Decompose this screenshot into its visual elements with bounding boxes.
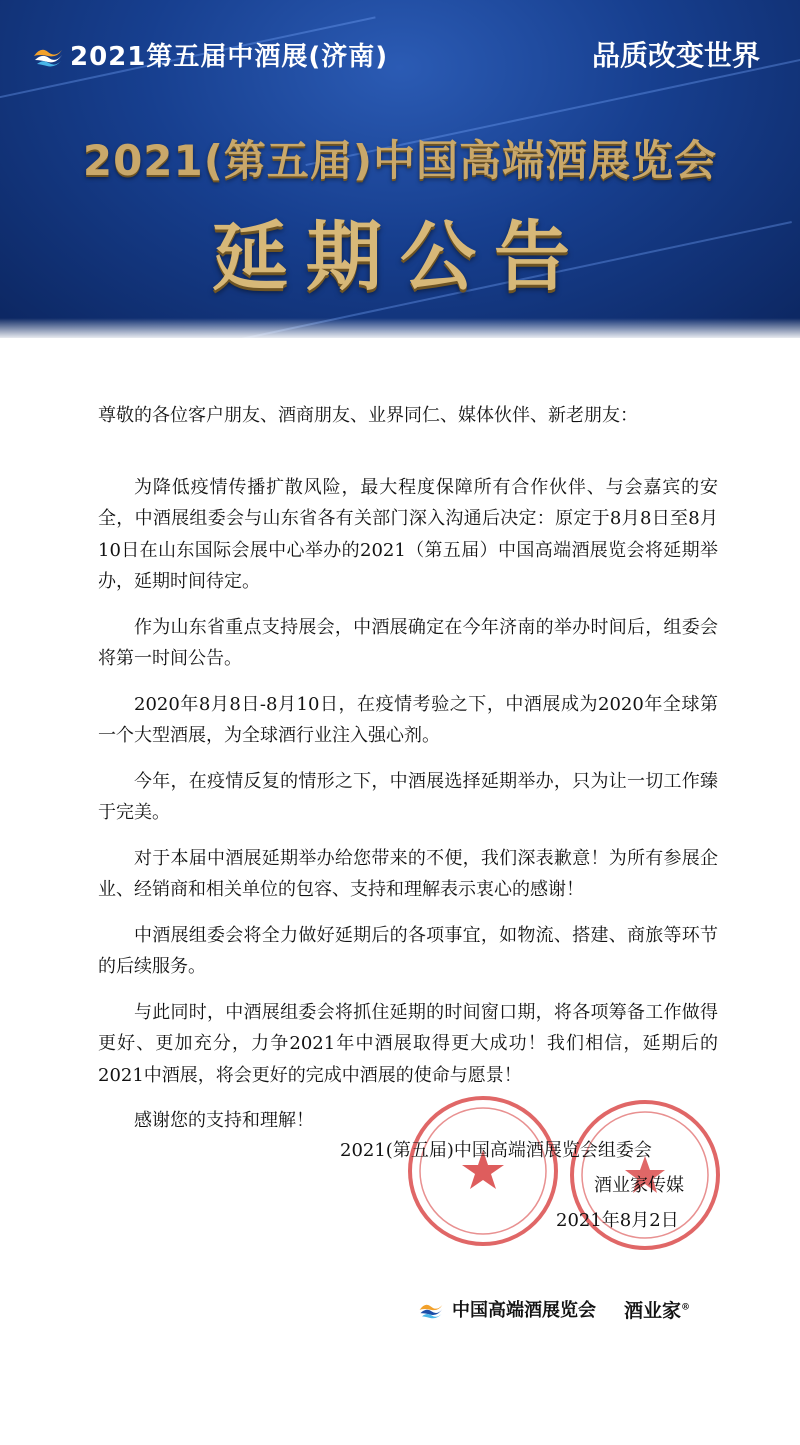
paragraph: 为降低疫情传播扩散风险，最大程度保障所有合作伙伴、与会嘉宾的安全，中酒展组委会与山东省各有关部门深入沟通后决定：原定于8月8日至8月10日在山东国际会展中心举办的2021（第五届）中国高端酒展览会将延期举办，延期时间待定。 bbox=[98, 476, 718, 592]
seal-star-icon bbox=[412, 1100, 554, 1242]
notice-letter bbox=[98, 400, 718, 1151]
paragraph: 中酒展组委会将全力做好延期后的各项事宜，如物流、搭建、商旅等环节的后续服务。 bbox=[98, 924, 718, 977]
wave-logo-icon bbox=[32, 42, 64, 68]
signature-date: 2021年8月2日 bbox=[556, 1210, 679, 1231]
greeting: 尊敬的各位客户朋友、酒商朋友、业界同仁、媒体伙伴、新老朋友： bbox=[98, 405, 638, 426]
event-logo bbox=[32, 36, 388, 73]
notice-heading: 延期公告 bbox=[212, 212, 588, 301]
paragraph: 作为山东省重点支持展会，中酒展确定在今年济南的举办时间后，组委会将第一时间公告。 bbox=[98, 616, 718, 669]
paragraph: 与此同时，中酒展组委会将抓住延期的时间窗口期，将各项筹备工作做得更好、更加充分，力争2021年中酒展取得更大成功！我们相信，延期后的2021中酒展，将会更好的完成中酒展的使命与愿景！ bbox=[98, 1001, 718, 1086]
exhibition-title: 2021(第五届)中国高端酒展览会 bbox=[82, 136, 718, 185]
footer-exhibition-name: 中国高端酒展览会 bbox=[452, 1300, 596, 1321]
header-banner bbox=[0, 0, 800, 338]
paragraph: 感谢您的支持和理解！ bbox=[134, 1110, 314, 1131]
paragraph: 今年，在疫情反复的情形之下，中酒展选择延期举办，只为让一切工作臻于完美。 bbox=[98, 770, 718, 823]
slogan: 品质改变世界 bbox=[591, 39, 760, 72]
wave-logo-icon bbox=[418, 1298, 444, 1320]
organizer-signature: 2021(第五届)中国高端酒展览会组委会 bbox=[340, 1140, 652, 1161]
event-name: 2021第五届中酒展(济南) bbox=[70, 42, 389, 72]
paragraph: 2020年8月8日-8月10日，在疫情考验之下，中酒展成为2020年全球第一个大型酒展，为全球酒行业注入强心剂。 bbox=[98, 693, 718, 746]
registered-mark: ® bbox=[681, 1302, 691, 1313]
organizer-seal bbox=[408, 1096, 558, 1246]
brand-name: 酒业家 bbox=[624, 1300, 682, 1322]
paragraph: 对于本届中酒展延期举办给您带来的不便，我们深表歉意！为所有参展企业、经销商和相关单位的包容、支持和理解表示衷心的感谢！ bbox=[98, 847, 718, 900]
footer-logo bbox=[418, 1296, 596, 1322]
company-signature: 酒业家传媒 bbox=[594, 1175, 684, 1196]
footer-brand bbox=[624, 1296, 690, 1323]
